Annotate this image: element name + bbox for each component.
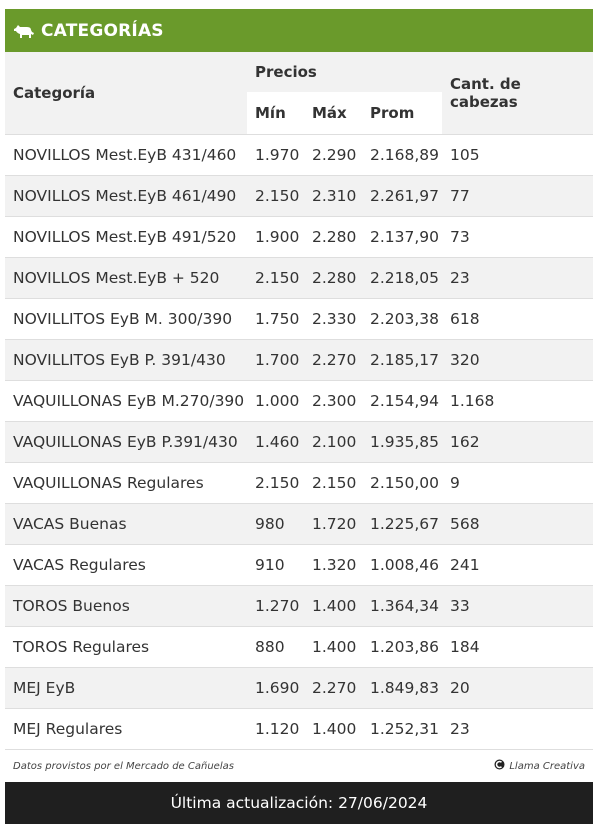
cell-categoria: MEJ EyB (5, 668, 247, 709)
table-row (5, 586, 593, 627)
cell-prom: 1.364,34 (362, 586, 442, 627)
source-credit (13, 761, 234, 772)
table-row (5, 340, 593, 381)
cell-max: 2.100 (304, 422, 362, 463)
cell-max: 2.280 (304, 217, 362, 258)
column-header-categoria: Categoría (5, 52, 247, 135)
table-row (5, 463, 593, 504)
source-footer (5, 749, 593, 782)
table-row (5, 135, 593, 176)
cell-min: 1.690 (247, 668, 304, 709)
cell-min: 1.460 (247, 422, 304, 463)
cell-min: 1.900 (247, 217, 304, 258)
cell-min: 1.970 (247, 135, 304, 176)
cell-categoria: VACAS Regulares (5, 545, 247, 586)
cell-prom: 2.137,90 (362, 217, 442, 258)
table-row (5, 504, 593, 545)
cell-prom: 1.203,86 (362, 627, 442, 668)
cell-categoria: NOVILLITOS EyB P. 391/430 (5, 340, 247, 381)
cell-categoria: NOVILLITOS EyB M. 300/390 (5, 299, 247, 340)
categorias-widget (5, 9, 593, 824)
widget-header (5, 9, 593, 52)
cell-prom: 1.008,46 (362, 545, 442, 586)
cell-categoria: TOROS Buenos (5, 586, 247, 627)
prices-table (5, 52, 593, 749)
cell-prom: 2.154,94 (362, 381, 442, 422)
cell-min: 1.750 (247, 299, 304, 340)
cell-min: 1.120 (247, 709, 304, 750)
table-row (5, 709, 593, 750)
cell-prom: 2.203,38 (362, 299, 442, 340)
cell-min: 2.150 (247, 176, 304, 217)
table-row (5, 176, 593, 217)
cell-max: 1.400 (304, 586, 362, 627)
table-row (5, 627, 593, 668)
cell-categoria: NOVILLOS Mest.EyB 431/460 (5, 135, 247, 176)
cell-categoria: NOVILLOS Mest.EyB 461/490 (5, 176, 247, 217)
cell-max: 2.280 (304, 258, 362, 299)
cell-max: 1.320 (304, 545, 362, 586)
cell-cantidad: 33 (442, 586, 593, 627)
cell-max: 2.300 (304, 381, 362, 422)
column-header-precios: Precios (247, 52, 442, 92)
brand-name: Llama Creativa (509, 760, 585, 772)
cell-min: 1.700 (247, 340, 304, 381)
cow-icon (13, 23, 35, 39)
cell-prom: 2.261,97 (362, 176, 442, 217)
cell-categoria: VACAS Buenas (5, 504, 247, 545)
column-header-prom: Prom (362, 92, 442, 134)
cell-categoria: TOROS Regulares (5, 627, 247, 668)
table-row (5, 258, 593, 299)
table-row (5, 545, 593, 586)
cell-min: 980 (247, 504, 304, 545)
widget-title: CATEGORÍAS (41, 20, 164, 41)
cell-prom: 1.935,85 (362, 422, 442, 463)
table-row (5, 299, 593, 340)
cell-max: 2.310 (304, 176, 362, 217)
column-header-cantidad: Cant. de cabezas (442, 52, 593, 135)
cell-min: 2.150 (247, 258, 304, 299)
cell-categoria: NOVILLOS Mest.EyB 491/520 (5, 217, 247, 258)
cell-min: 2.150 (247, 463, 304, 504)
cell-max: 2.270 (304, 340, 362, 381)
cell-min: 910 (247, 545, 304, 586)
cell-cantidad: 1.168 (442, 381, 593, 422)
cell-max: 1.400 (304, 709, 362, 750)
cell-prom: 2.150,00 (362, 463, 442, 504)
brand-credit[interactable] (494, 759, 585, 773)
cell-cantidad: 23 (442, 258, 593, 299)
cell-cantidad: 320 (442, 340, 593, 381)
source-link[interactable]: Mercado de Cañuelas (126, 760, 234, 772)
cell-max: 2.290 (304, 135, 362, 176)
cell-cantidad: 618 (442, 299, 593, 340)
cell-prom: 1.225,67 (362, 504, 442, 545)
table-row (5, 422, 593, 463)
cell-cantidad: 568 (442, 504, 593, 545)
column-header-min: Mín (247, 92, 304, 134)
table-body (5, 135, 593, 750)
table-row (5, 668, 593, 709)
cell-cantidad: 162 (442, 422, 593, 463)
cell-max: 2.150 (304, 463, 362, 504)
llama-creativa-logo-icon (494, 759, 505, 773)
last-update-bar (5, 782, 593, 824)
cell-max: 2.270 (304, 668, 362, 709)
cell-cantidad: 105 (442, 135, 593, 176)
table-row (5, 381, 593, 422)
column-header-max: Máx (304, 92, 362, 134)
cell-max: 1.400 (304, 627, 362, 668)
cell-max: 2.330 (304, 299, 362, 340)
source-prefix: Datos provistos por el (13, 760, 123, 772)
cell-prom: 1.849,83 (362, 668, 442, 709)
cell-categoria: VAQUILLONAS EyB M.270/390 (5, 381, 247, 422)
table-row (5, 217, 593, 258)
cell-max: 1.720 (304, 504, 362, 545)
cell-prom: 2.218,05 (362, 258, 442, 299)
last-update-text: Última actualización: 27/06/2024 (170, 794, 428, 812)
cell-cantidad: 184 (442, 627, 593, 668)
cell-categoria: VAQUILLONAS Regulares (5, 463, 247, 504)
cell-cantidad: 20 (442, 668, 593, 709)
cell-cantidad: 241 (442, 545, 593, 586)
cell-min: 1.270 (247, 586, 304, 627)
cell-cantidad: 9 (442, 463, 593, 504)
cell-cantidad: 73 (442, 217, 593, 258)
cell-prom: 1.252,31 (362, 709, 442, 750)
cell-prom: 2.168,89 (362, 135, 442, 176)
cell-min: 880 (247, 627, 304, 668)
cell-categoria: VAQUILLONAS EyB P.391/430 (5, 422, 247, 463)
cell-min: 1.000 (247, 381, 304, 422)
cell-cantidad: 77 (442, 176, 593, 217)
cell-prom: 2.185,17 (362, 340, 442, 381)
cell-categoria: NOVILLOS Mest.EyB + 520 (5, 258, 247, 299)
cell-cantidad: 23 (442, 709, 593, 750)
cell-categoria: MEJ Regulares (5, 709, 247, 750)
